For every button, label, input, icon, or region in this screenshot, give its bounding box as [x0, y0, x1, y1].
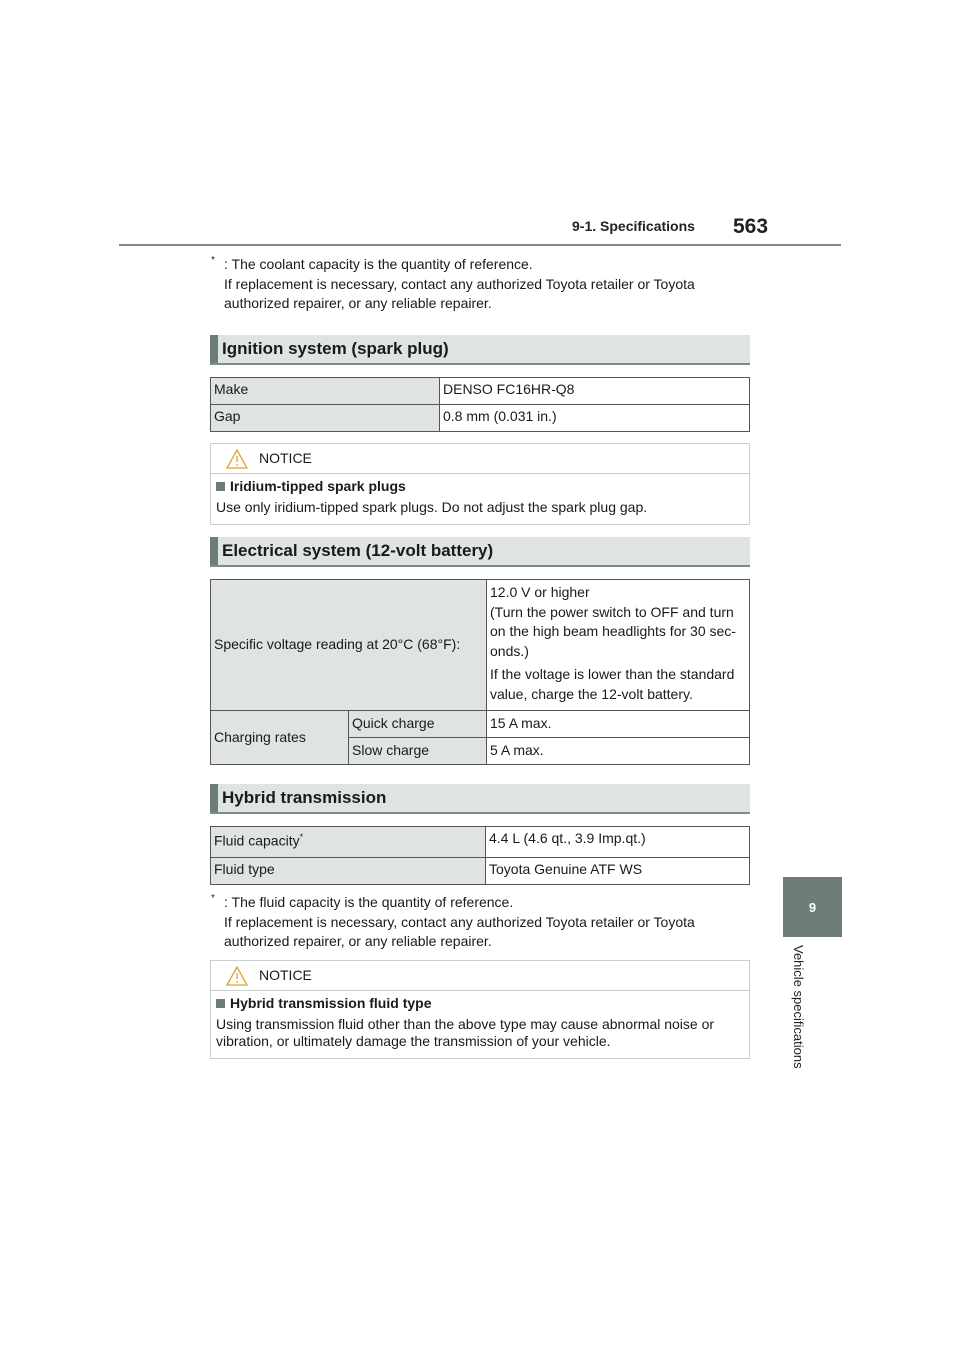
- footnote-line: : The fluid capacity is the quantity of reference.: [224, 894, 514, 910]
- table-cell-label: Quick charge: [349, 711, 487, 738]
- warning-icon: [226, 449, 248, 469]
- notice-text: Use only iridium-tipped spark plugs. Do not adjust the spark plug gap.: [216, 499, 648, 515]
- voltage-value-line: (Turn the power switch to OFF and turn: [490, 603, 734, 620]
- chapter-label-text: Vehicle specifications: [791, 945, 806, 1069]
- section-accent: [210, 537, 218, 565]
- electrical-section-header: [210, 537, 750, 567]
- section-title: Ignition system (spark plug): [222, 339, 449, 358]
- notice-box: [210, 443, 750, 525]
- footnote-line: authorized repairer, or any reliable repairer.: [224, 295, 492, 311]
- table-row: [211, 711, 750, 738]
- voltage-value-line: 12.0 V or higher: [490, 584, 590, 600]
- notice-body: [211, 991, 749, 1058]
- table-row: [211, 827, 750, 858]
- table-cell-label: Gap: [211, 405, 440, 432]
- table-cell-label: Make: [211, 378, 440, 405]
- section-title: Hybrid transmission: [222, 788, 387, 807]
- table-cell-label: Fluid type: [211, 858, 486, 885]
- voltage-value-line: onds.): [490, 642, 529, 659]
- notice-subheading: [216, 478, 744, 495]
- notice-header: [211, 444, 749, 474]
- table-cell-value: 4.4 L (4.6 qt., 3.9 Imp.qt.): [486, 827, 750, 858]
- ignition-section-header: [210, 335, 750, 365]
- notice-subheading-text: Hybrid transmission fluid type: [230, 995, 432, 1011]
- section-header: 9-1. Specifications: [572, 218, 695, 234]
- footnote-line: If replacement is necessary, contact any authorized Toyota retailer or Toyota: [224, 913, 695, 930]
- table-cell-label: Specific voltage reading at 20°C (68°F):: [211, 580, 487, 711]
- square-bullet-icon: [216, 999, 225, 1008]
- notice-text: Using transmission fluid other than the above type may cause abnormal noise or vibration, or ultimately damage the transmission of your vehicle.: [216, 1016, 715, 1049]
- voltage-value-line: If the voltage is lower than the standard: [490, 666, 735, 682]
- table-row: [211, 405, 750, 432]
- hybrid-section-header: [210, 784, 750, 814]
- notice-body: [211, 474, 749, 524]
- chapter-label: [788, 945, 808, 1105]
- footnote-line: : The coolant capacity is the quantity of reference.: [224, 256, 533, 272]
- fluid-footnote: [211, 893, 695, 952]
- page-number: 563: [733, 215, 769, 238]
- footnote-line: If replacement is necessary, contact any authorized Toyota retailer or Toyota: [224, 275, 695, 292]
- voltage-value-line: on the high beam headlights for 30 sec-: [490, 623, 736, 639]
- table-row: [211, 858, 750, 885]
- notice-label: NOTICE: [259, 450, 312, 466]
- footnote-marker: *: [211, 893, 215, 904]
- table-row: [211, 378, 750, 405]
- coolant-footnote: [211, 255, 695, 314]
- voltage-value-line: value, charge the 12-volt battery.: [490, 685, 693, 702]
- table-cell-value: Toyota Genuine ATF WS: [486, 858, 750, 885]
- footnote-marker: *: [211, 255, 215, 266]
- table-cell-label: Charging rates: [211, 711, 349, 765]
- notice-box: [210, 960, 750, 1059]
- section-title: Electrical system (12-volt battery): [222, 541, 494, 560]
- notice-subheading: [216, 995, 744, 1012]
- notice-label: NOTICE: [259, 967, 312, 983]
- footnote-line: authorized repairer, or any reliable repairer.: [224, 933, 492, 949]
- warning-icon: [226, 966, 248, 986]
- hybrid-table: [210, 826, 750, 885]
- notice-subheading-text: Iridium-tipped spark plugs: [230, 478, 406, 494]
- table-cell-value: 0.8 mm (0.031 in.): [440, 405, 750, 432]
- table-cell-value: 5 A max.: [487, 738, 750, 765]
- notice-header: [211, 961, 749, 991]
- table-cell-value: 15 A max.: [487, 711, 750, 738]
- table-cell-label: [211, 827, 486, 858]
- square-bullet-icon: [216, 482, 225, 491]
- chapter-tab: 9: [783, 877, 842, 937]
- table-cell-value: [487, 580, 750, 711]
- footnote-marker: *: [299, 832, 304, 842]
- fluid-capacity-label: Fluid capacity: [214, 832, 300, 849]
- header-divider: [119, 244, 841, 246]
- table-cell-label: Slow charge: [349, 738, 487, 765]
- section-accent: [210, 784, 218, 812]
- electrical-table: [210, 579, 750, 765]
- ignition-table: [210, 377, 750, 432]
- table-row: [211, 580, 750, 711]
- table-cell-value: DENSO FC16HR-Q8: [440, 378, 750, 405]
- section-accent: [210, 335, 218, 363]
